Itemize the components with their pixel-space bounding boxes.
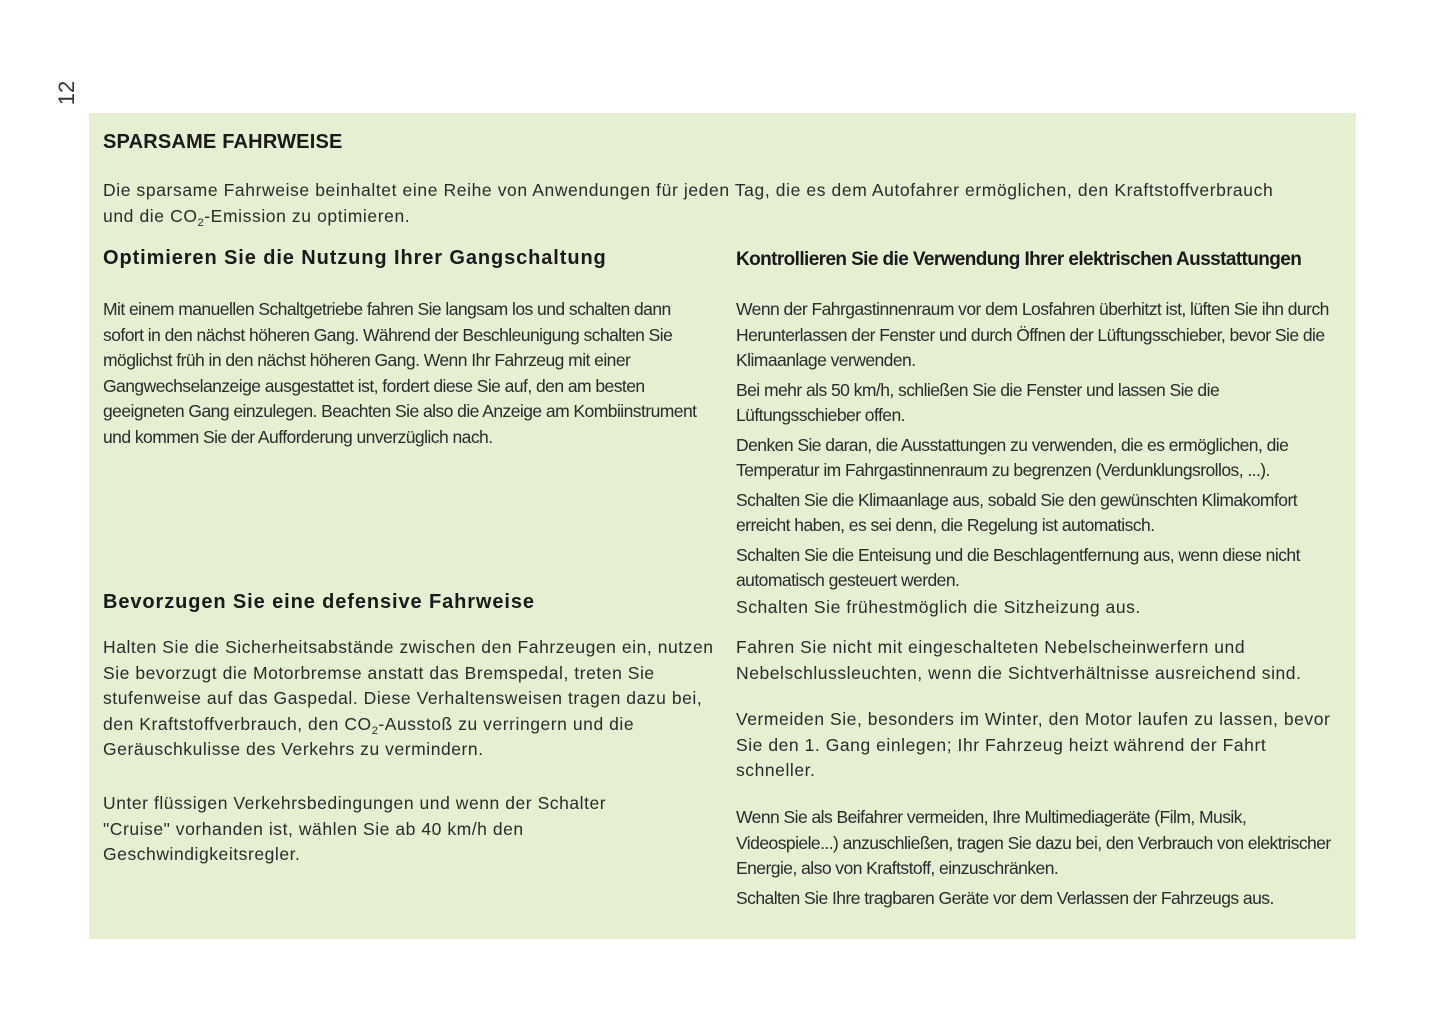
winter-paragraph: Vermeiden Sie, besonders im Winter, den Motor laufen zu lassen, bevor Sie den 1. Gang einlegen; Ihr Fahrzeug heizt während der Fahrt schneller. xyxy=(736,709,1331,780)
defensive-paragraph xyxy=(103,635,718,763)
electrical-item: Schalten Sie die Klimaanlage aus, sobald Sie den gewünschten Klimakomfort erreicht haben, es sei denn, die Regelung ist automatisch. xyxy=(736,489,1298,535)
section-title: SPARSAME FAHRWEISE xyxy=(103,131,343,153)
electrical-item: Schalten Sie die Enteisung und die Beschlagentfernung aus, wenn diese nicht automatisch gesteuert werden. xyxy=(736,544,1300,590)
gear-paragraph: Mit einem manuellen Schaltgetriebe fahren Sie langsam los und schalten dann sofort in den nächst höheren Gang. Während der Beschleunigung schalten Sie möglichst früh in den nächst höheren Gang. Wenn Ihr Fahrzeug mit einer Gangwechselanzeige ausgestattet ist, fordert diese Sie auf, den am besten geeigneten Gang einzulegen. Beachten Sie also die Anzeige am Kombiinstrument und kommen Sie der Aufforderung unverzüglich nach. xyxy=(103,299,697,447)
intro-paragraph xyxy=(103,177,1283,229)
multimedia-item: Wenn Sie als Beifahrer vermeiden, Ihre Multimediageräte (Film, Musik, Videospiele...) anzuschließen, tragen Sie dazu bei, den Verbrauch von elektrischer Energie, also von Kraftstoff, einzuschränken. xyxy=(736,807,1331,878)
electrical-item: Wenn der Fahrgastinnenraum vor dem Losfahren überhitzt ist, lüften Sie ihn durch Herunterlassen der Fenster und durch Öffnen der Lüftungsschieber, bevor Sie die Klimaanlage verwenden. xyxy=(736,299,1329,370)
cruise-paragraph: Unter flüssigen Verkehrsbedingungen und wenn der Schalter "Cruise" vorhanden ist, wählen Sie ab 40 km/h den Geschwindigkeitsregler. xyxy=(103,793,607,864)
seat-heating-paragraph: Schalten Sie frühestmöglich die Sitzheizung aus. xyxy=(736,597,1141,617)
defensive-subscript: 2 xyxy=(371,724,379,737)
electrical-heading: Kontrollieren Sie die Verwendung Ihrer elektrischen Ausstattungen xyxy=(736,249,1302,270)
page-number: 12 xyxy=(54,80,79,106)
electrical-block xyxy=(736,297,1346,598)
defensive-heading: Bevorzugen Sie eine defensive Fahrweise xyxy=(103,591,535,613)
electrical-item: Bei mehr als 50 km/h, schließen Sie die Fenster und lassen Sie die Lüftungsschieber offen. xyxy=(736,379,1220,425)
multimedia-block xyxy=(736,805,1336,915)
intro-text: Die sparsame Fahrweise beinhaltet eine Reihe von Anwendungen für jeden Tag, die es dem Autofahrer ermöglichen, den Kraftstoffverbrauch und die CO xyxy=(103,180,1274,226)
fog-lights-paragraph: Fahren Sie nicht mit eingeschalteten Nebelscheinwerfern und Nebelschlussleuchten, wenn die Sichtverhältnisse ausreichend sind. xyxy=(736,637,1302,683)
defensive-text: Halten Sie die Sicherheitsabstände zwischen den Fahrzeugen ein, nutzen Sie bevorzugt die Motorbremse anstatt das Bremspedal, treten Sie stufenweise auf das Gaspedal. Diese Verhaltensweisen tragen dazu bei, den Kraftstoffverbrauch, den CO xyxy=(103,637,714,734)
electrical-item: Denken Sie daran, die Ausstattungen zu verwenden, die es ermöglichen, die Temperatur im Fahrgastinnenraum zu begrenzen (Verdunklungsrollos, ...). xyxy=(736,434,1289,480)
intro-text-end: -Emission zu optimieren. xyxy=(204,206,411,226)
multimedia-item: Schalten Sie Ihre tragbaren Geräte vor dem Verlassen der Fahrzeugs aus. xyxy=(736,887,1274,908)
intro-subscript: 2 xyxy=(197,217,205,229)
defensive-text-end: -Ausstoß zu verringern und die Geräuschkulisse des Verkehrs zu vermindern. xyxy=(103,713,635,759)
gear-heading: Optimieren Sie die Nutzung Ihrer Gangschaltung xyxy=(103,247,607,269)
eco-driving-panel xyxy=(89,113,1356,939)
